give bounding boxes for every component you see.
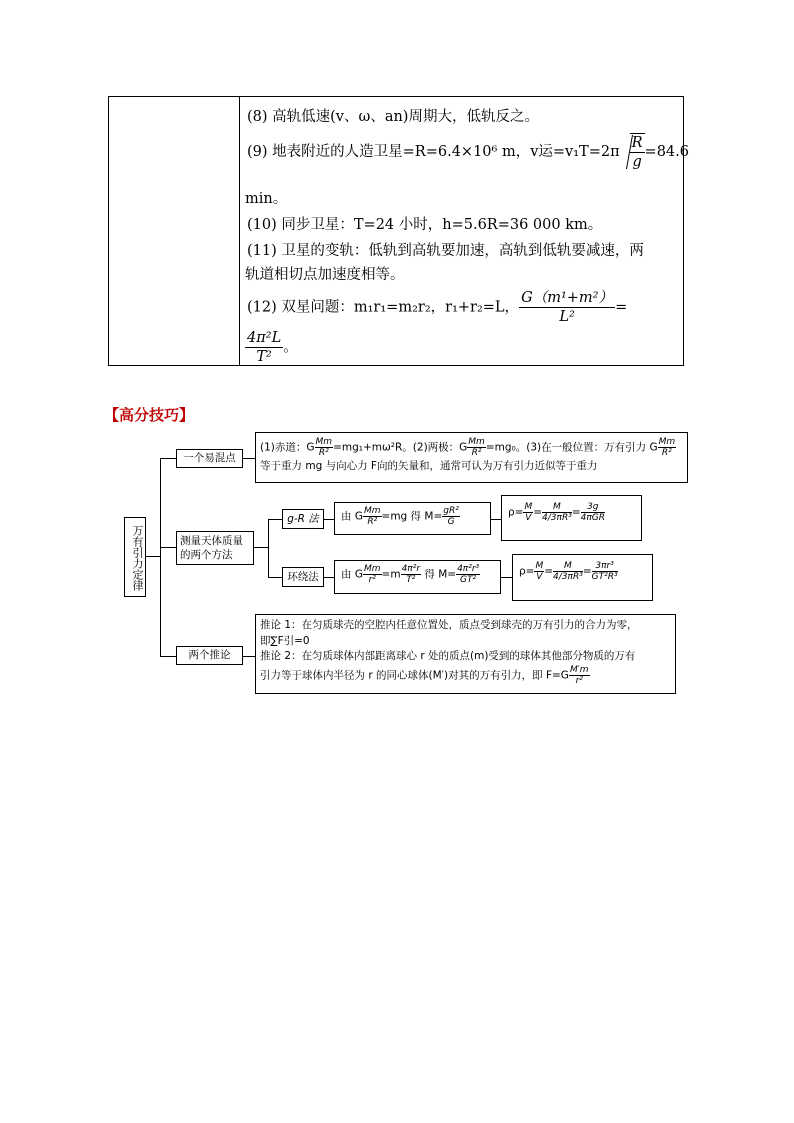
item-8: (8) 高轨低速(v、ω、an)周期大，低轨反之。 <box>247 109 539 125</box>
item-12-prefix: (12) 双星问题：m₁r₁=m₂r₂，r₁+r₂=L， <box>247 299 520 316</box>
connector <box>501 577 512 578</box>
connector <box>324 519 334 520</box>
numerator: 4π²r³ <box>457 564 480 574</box>
denominator: 4/3πR³ <box>542 513 572 523</box>
text-segment: 引力等于球体内半径为 r 的同心球体(M′)对其的万有引力，即 F=G <box>260 669 569 681</box>
fraction-numerator: G（m¹+m²） <box>519 289 615 308</box>
item-11-b: 轨道相切点加速度相等。 <box>245 267 405 283</box>
denominator: R² <box>318 448 329 458</box>
text-segment: = <box>582 565 592 578</box>
denominator: V <box>525 513 532 523</box>
sqrt-r-over-g <box>620 133 645 171</box>
numerator: Mm <box>658 437 676 447</box>
numerator: Mm <box>363 506 381 516</box>
numerator: M <box>542 502 572 513</box>
period: 。 <box>283 339 298 356</box>
numerator: 3g <box>581 502 605 513</box>
corollary-2-line-1: 推论 2：在匀质球体内部距离球心 r 处的质点(m)受到的球体其他部分物质的万有 <box>260 650 636 662</box>
connector <box>160 547 176 548</box>
numerator: M <box>553 561 583 572</box>
method-gr-density <box>501 495 642 541</box>
method-gr-formula <box>334 502 491 535</box>
fraction <box>658 437 677 458</box>
branch-mass-methods: 测量天体质量的两个方法 <box>176 531 254 565</box>
fraction <box>467 437 486 458</box>
fraction <box>401 564 421 585</box>
method-gr: g-R 法 <box>282 509 324 529</box>
fraction <box>553 561 583 582</box>
item-12-cont <box>245 329 298 366</box>
text-segment: = <box>544 565 554 578</box>
text-segment: (1)赤道：G <box>260 441 315 454</box>
denominator: G <box>447 517 455 527</box>
connector <box>491 519 501 520</box>
text-segment: =mg 得 M= <box>381 510 443 523</box>
confusion-line-2: 等于重力 mg 与向心力 F向的矢量和，通常可认为万有引力近似等于重力 <box>260 460 598 472</box>
text-segment: =m <box>381 568 401 581</box>
numerator: M′m <box>569 664 589 675</box>
confusion-line-1 <box>260 437 683 458</box>
denominator: GT² <box>460 575 477 585</box>
numerator: gR² <box>443 506 459 516</box>
method-orbit-formula <box>334 560 501 594</box>
text-segment: = <box>533 506 543 519</box>
denominator: T² <box>406 575 416 585</box>
denominator: R² <box>471 448 482 458</box>
branch-two-corollaries: 两个推论 <box>176 646 243 665</box>
denominator: r² <box>368 575 376 585</box>
item-9-suffix: =84.6 <box>644 144 689 160</box>
branch-confusion-content <box>255 432 688 483</box>
connector <box>268 519 282 520</box>
connector <box>243 458 255 459</box>
corollary-1-line-1: 推论 1：在匀质球壳的空腔内任意位置处，质点受到球壳的万有引力的合力为零， <box>260 619 638 631</box>
item-9 <box>247 133 689 171</box>
numerator: M <box>535 561 544 571</box>
connector <box>243 656 255 657</box>
fraction <box>534 561 544 582</box>
table-content-cell <box>245 97 689 365</box>
denominator: 4πGR <box>580 513 605 523</box>
numerator: 4π²r <box>401 564 421 574</box>
text-segment: ρ= <box>508 506 524 519</box>
text-segment: 由 G <box>341 510 363 523</box>
item-12-fraction <box>519 289 615 326</box>
fraction <box>442 506 460 527</box>
item-9-prefix: (9) 地表附近的人造卫星=R=6.4×10⁶ m，v运=v₁T=2π <box>247 144 620 160</box>
item-9-cont: min。 <box>245 191 288 207</box>
text-segment: =mg₁+mω²R。(2)两极：G <box>333 441 468 454</box>
fraction-denominator: L² <box>559 309 575 325</box>
fraction <box>581 502 605 523</box>
sqrt-denominator: g <box>632 154 642 170</box>
fraction-2-denominator: T² <box>256 349 272 365</box>
numerator: M <box>524 502 533 512</box>
fraction <box>523 502 533 523</box>
method-orbit-density <box>512 554 653 601</box>
text-segment: =mg₀。(3)在一般位置：万有引力 G <box>485 441 658 454</box>
fraction <box>569 665 590 686</box>
text-segment: ρ= <box>519 565 535 578</box>
numerator: Mm <box>468 437 485 447</box>
item-11-a: (11) 卫星的变轨：低轨到高轨要加速，高轨到低轨要减速，两 <box>247 243 644 259</box>
corollary-1-line-2: 即∑F引=0 <box>260 634 310 647</box>
text-segment: 得 M= <box>421 568 457 581</box>
numerator: 3πr³ <box>592 561 618 572</box>
sqrt-numerator: R <box>631 135 643 151</box>
method-orbit: 环绕法 <box>282 567 324 587</box>
connector <box>268 577 282 578</box>
denominator: R² <box>367 517 378 527</box>
connector <box>324 577 334 578</box>
trunk-line <box>160 458 161 656</box>
item-10: (10) 同步卫星：T=24 小时，h=5.6R=36 000 km。 <box>247 217 603 233</box>
corollaries-content <box>255 614 676 694</box>
denominator: GT²R³ <box>591 572 618 582</box>
item-12-fraction-2 <box>245 329 283 366</box>
connector <box>146 556 160 557</box>
fraction <box>363 564 382 585</box>
notes-table <box>108 96 689 366</box>
denominator: V <box>536 572 543 582</box>
root-node: 万有引力定律 <box>124 517 146 597</box>
numerator: Mm <box>363 564 381 574</box>
fraction <box>542 502 572 523</box>
section-heading: 【高分技巧】 <box>104 406 195 424</box>
connector <box>160 458 176 459</box>
table-left-column <box>109 97 240 365</box>
equals-sign: = <box>615 299 628 316</box>
branch-confusion-point: 一个易混点 <box>176 449 243 468</box>
text-segment: 由 G <box>341 568 363 581</box>
denominator: R² <box>661 448 672 458</box>
fraction <box>456 564 480 585</box>
denominator: 4/3πR³ <box>553 572 583 582</box>
sub-trunk-line <box>268 519 269 577</box>
text-segment: = <box>571 506 581 519</box>
fraction <box>592 561 618 582</box>
fraction-2-numerator: 4π²L <box>247 330 282 346</box>
denominator: r² <box>575 675 583 686</box>
connector <box>160 656 176 657</box>
numerator: Mm <box>315 437 333 447</box>
corollary-2-line-2 <box>260 665 671 686</box>
item-12 <box>247 289 627 326</box>
fraction <box>363 506 382 527</box>
connector <box>254 547 268 548</box>
fraction <box>315 437 334 458</box>
